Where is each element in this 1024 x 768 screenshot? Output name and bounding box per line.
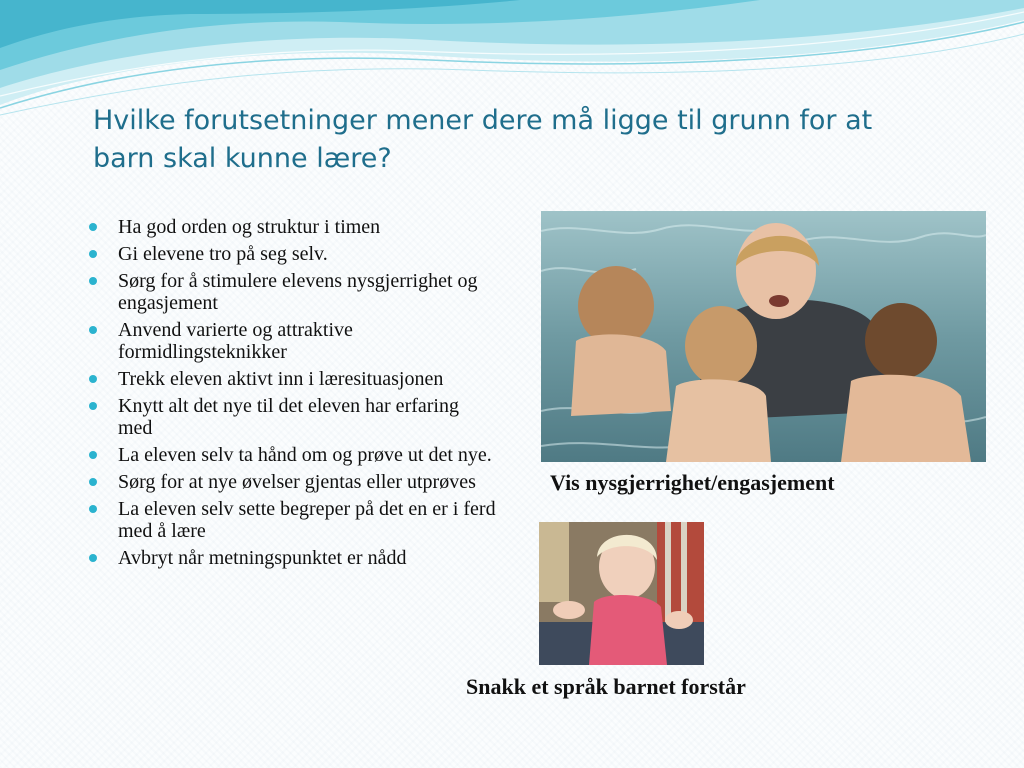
bullet-dot-icon [89,554,97,562]
bullet-text: La eleven selv ta hånd om og prøve ut det nye. [118,444,492,466]
bullet-dot-icon [89,505,97,513]
bullet-text: La eleven selv sette begreper på det en er i ferd med å lære [118,498,496,542]
bullet-dot-icon [89,277,97,285]
bullet-dot-icon [89,375,97,383]
bullet-list [88,216,498,574]
bullet-item [88,368,498,390]
bullet-item [88,243,498,265]
swimming-lesson-photo [541,211,986,462]
bullet-dot-icon [89,451,97,459]
bullet-item [88,270,498,314]
bullet-item [88,395,498,439]
bullet-dot-icon [89,402,97,410]
bullet-text: Gi elevene tro på seg selv. [118,243,328,265]
bullet-text: Knytt alt det nye til det eleven har erfaring med [118,395,459,439]
slide-title: Hvilke forutsetninger mener dere må ligge til grunn for at barn skal kunne lære? [93,105,873,174]
bullet-item [88,444,498,466]
bullet-text: Trekk eleven aktivt inn i læresituasjonen [118,368,444,390]
bullet-item [88,216,498,238]
bullet-text: Sørg for at nye øvelser gjentas eller utprøves [118,471,476,493]
bullet-item [88,319,498,363]
bullet-text: Ha god orden og struktur i timen [118,216,381,238]
bullet-item [88,498,498,542]
bullet-item [88,471,498,493]
bullet-dot-icon [89,250,97,258]
bullet-dot-icon [89,326,97,334]
bullet-text: Anvend varierte og attraktive formidlingsteknikker [118,319,353,363]
bullet-text: Avbryt når metningspunktet er nådd [118,547,407,569]
bullet-text: Sørg for å stimulere elevens nysgjerrighet og engasjement [118,270,478,314]
bullet-dot-icon [89,478,97,486]
bullet-item [88,547,498,569]
child-photo [539,522,704,665]
bullet-dot-icon [89,223,97,231]
child-photo-caption: Snakk et språk barnet forstår [466,674,746,699]
pool-photo-caption: Vis nysgjerrighet/engasjement [550,470,835,495]
